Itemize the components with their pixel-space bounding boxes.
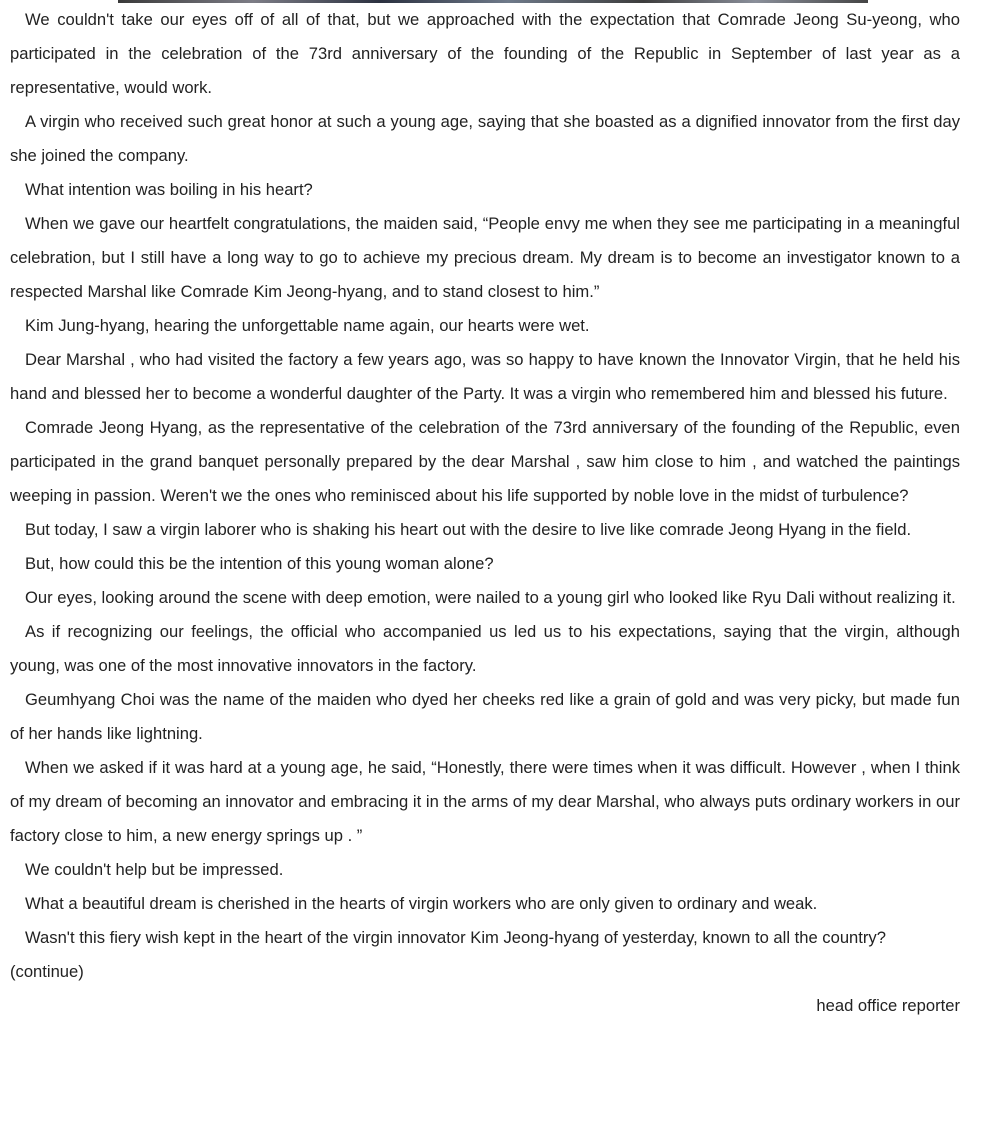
paragraph: We couldn't take our eyes off of all of that, but we approached with the expectation that Comrade Jeong Su-yeong, who participated in the celebration of the 73rd anniversary of the founding of the Republic in September of last year as a representative, would work. [10,10,960,97]
paragraph: A virgin who received such great honor at such a young age, saying that she boasted as a dignified innovator from the first day she joined the company. [10,112,960,165]
paragraph: Wasn't this fiery wish kept in the heart of the virgin innovator Kim Jeong-hyang of yesterday, known to all the country? [25,928,886,947]
paragraph: Comrade Jeong Hyang, as the representative of the celebration of the 73rd anniversary of the founding of the Republic, even participated in the grand banquet personally prepared by the dear Marshal , saw him close to him , and watched the paintings weeping in passion. Weren't we the ones who reminisced about his life supported by noble love in the midst of turbulence? [10,418,960,505]
paragraph: Geumhyang Choi was the name of the maiden who dyed her cheeks red like a grain of gold and was very picky, but made fun of her hands like lightning. [10,690,960,743]
article-body [10,3,960,1023]
paragraph: Dear Marshal , who had visited the factory a few years ago, was so happy to have known the Innovator Virgin, that he held his hand and blessed her to become a wonderful daughter of the Party. It was a virgin who remembered him and blessed his future. [10,350,960,403]
paragraph: When we gave our heartfelt congratulations, the maiden said, “People envy me when they see me participating in a meaningful celebration, but I still have a long way to go to achieve my precious dream. My dream is to become an investigator known to a respected Marshal like Comrade Kim Jeong-hyang, and to stand closest to him.” [10,214,960,301]
paragraph: Our eyes, looking around the scene with deep emotion, were nailed to a young girl who looked like Ryu Dali without realizing it. [25,588,956,607]
paragraph: As if recognizing our feelings, the official who accompanied us led us to his expectations, saying that the virgin, although young, was one of the most innovative innovators in the factory. [10,622,960,675]
paragraph: But, how could this be the intention of this young woman alone? [25,554,494,573]
paragraph: What a beautiful dream is cherished in the hearts of virgin workers who are only given to ordinary and weak. [25,894,818,913]
paragraph: We couldn't help but be impressed. [25,860,284,879]
continue-note: (continue) [10,962,84,981]
paragraph: When we asked if it was hard at a young age, he said, “Honestly, there were times when it was difficult. However , when I think of my dream of becoming an innovator and embracing it in the arms of my dear Marshal, who always puts ordinary workers in our factory close to him, a new energy springs up . ” [10,758,960,845]
paragraph: What intention was boiling in his heart? [25,180,313,199]
paragraph: But today, I saw a virgin laborer who is shaking his heart out with the desire to live like comrade Jeong Hyang in the field. [25,520,912,539]
paragraph: Kim Jung-hyang, hearing the unforgettable name again, our hearts were wet. [25,316,590,335]
byline: head office reporter [816,996,960,1015]
